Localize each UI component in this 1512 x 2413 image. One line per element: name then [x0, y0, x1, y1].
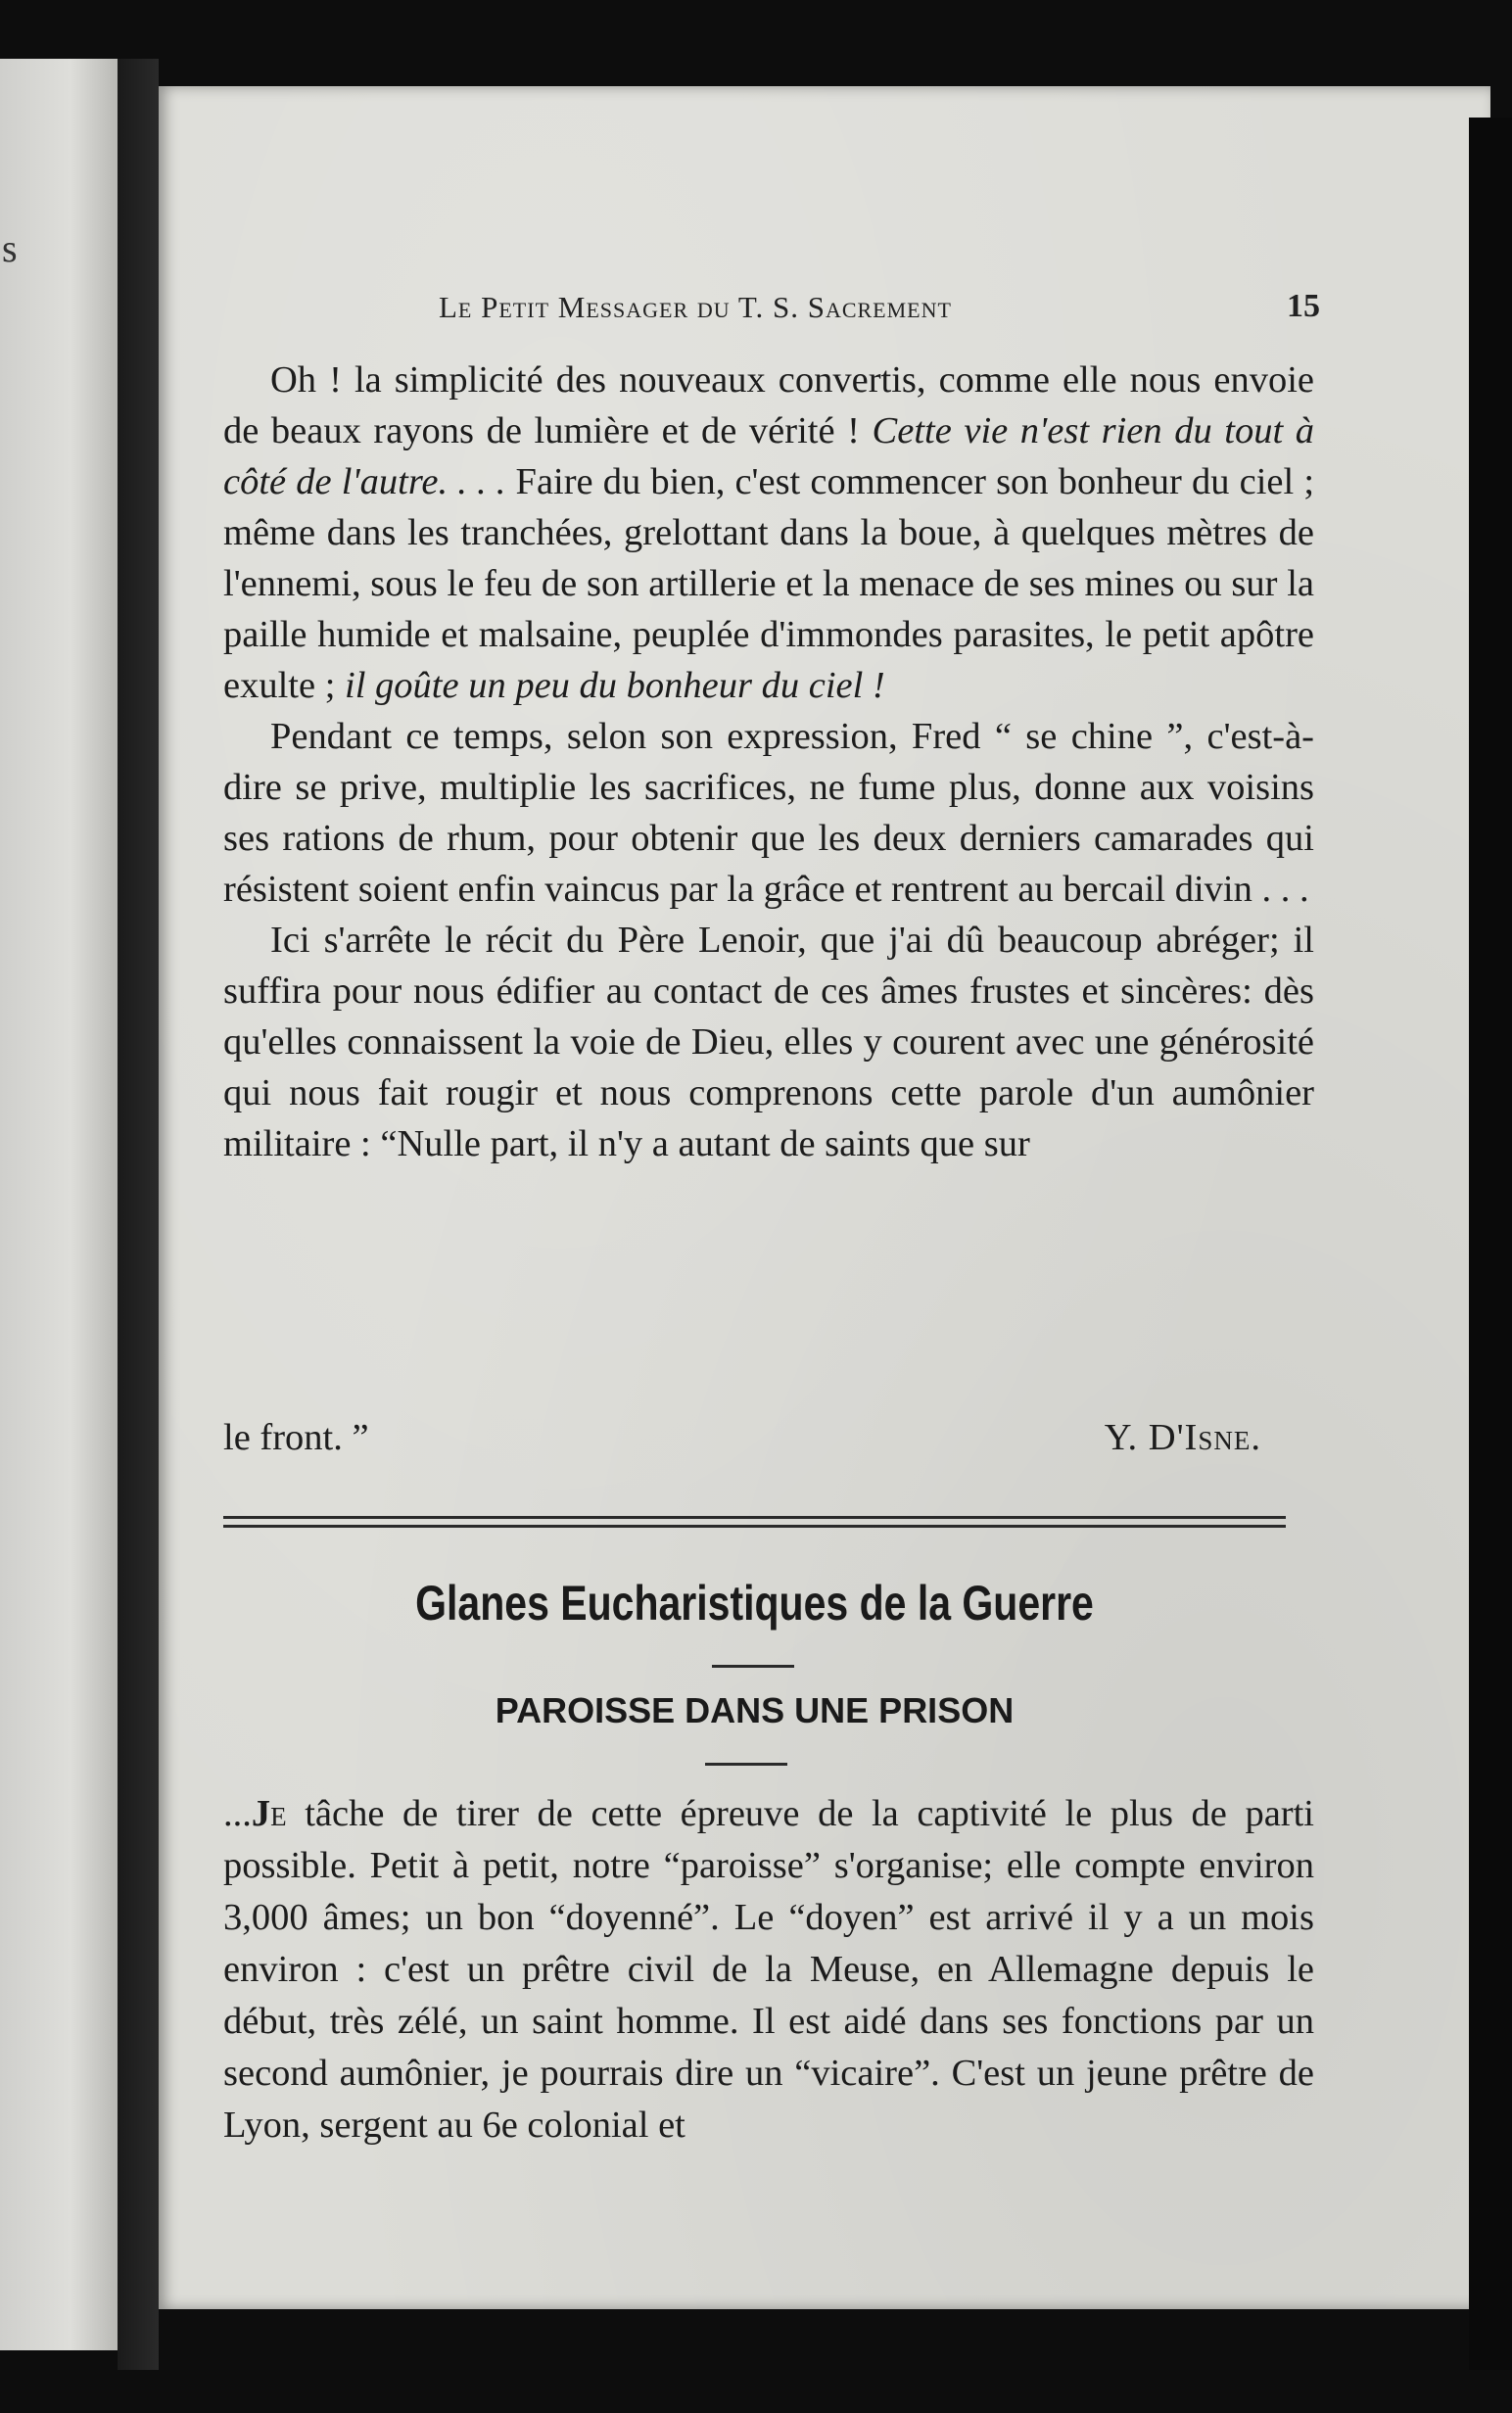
- closing-line: [223, 1412, 1261, 1463]
- small-cap-letter: e: [270, 1793, 287, 1834]
- section-divider: [223, 1516, 1286, 1528]
- article-two-paragraph: [223, 1788, 1314, 2152]
- page-number: 15: [1287, 288, 1320, 324]
- article-one-body: [223, 355, 1314, 1169]
- drop-cap: J: [251, 1793, 271, 1834]
- facing-page-letter: s: [2, 226, 18, 270]
- closing-text: le front. ”: [223, 1417, 369, 1458]
- running-head: Le Petit Messager du T. S. Sacrement: [439, 290, 952, 324]
- paragraph-2: Pendant ce temps, selon son expression, Fred “ se chine ”, c'est-à-dire se prive, multiplie les sacrifices, ne fume plus, donne aux voisins ses rations de rhum, pour obtenir que les deux derniers camarades qui résistent soient enfin vaincus par la grâce et rentrent au bercail divin . . .: [223, 716, 1314, 910]
- paragraph-1: [223, 355, 1314, 711]
- page-shadow-edge: [1469, 118, 1512, 2370]
- paragraph-3: Ici s'arrête le récit du Père Lenoir, que j'ai dû beaucoup abréger; il suffira pour nous édifier au contact de ces âmes frustes et sincères: dès qu'elles connaissent la voie de Dieu, elles y courent avec une générosité qui nous fait rougir et nous comprenons cette parole d'un aumônier militaire : “Nulle part, il n'y a autant de saints que sur: [223, 920, 1314, 1164]
- article-two-body: [223, 1788, 1314, 2152]
- paragraph-1-text-a: Oh ! la simplicité des nouveaux convertis, comme elle nous envoie de beaux rayons de lumière et de vérité !: [223, 359, 1314, 451]
- article-subtitle: PAROISSE DANS UNE PRISON: [495, 1690, 1015, 1730]
- title-rule-bottom: [705, 1763, 787, 1766]
- author-signature: Y. D'Isne.: [1104, 1417, 1261, 1458]
- paragraph-1-italic-a: Cette vie n'est rien du tout à côté de l'autre. . . .: [223, 410, 1314, 502]
- article-two-text: tâche de tirer de cette épreuve de la captivité le plus de parti possible. Petit à petit, notre “paroisse” s'organise; elle compte environ 3,000 âmes; un bon “doyenné”. Le “doyen” est arrivé il y a un mois environ : c'est un prêtre civil de la Meuse, en Allemagne depuis le début, très zélé, un saint homme. Il est aidé dans ses fonctions par un second aumônier, je pourrais dire un “vicaire”. C'est un jeune prêtre de Lyon, sergent au 6e colonial et: [223, 1793, 1314, 2146]
- section-title: Glanes Eucharistiques de la Guerre: [415, 1576, 1094, 1631]
- title-rule-top: [712, 1665, 794, 1668]
- lead-ellipsis: ...: [223, 1793, 252, 1834]
- book-gutter: [118, 59, 159, 2370]
- paragraph-1-text-b: Faire du bien, c'est commencer son bonheur du ciel ; même dans les tranchées, grelottant dans la boue, à quelques mètres de l'ennemi, sous le feu de son artillerie et la menace de ses mines ou sur la paille humide et malsaine, peuplée d'immondes parasites, le petit apôtre exulte ;: [223, 461, 1315, 706]
- facing-page-edge: [0, 59, 118, 2350]
- paragraph-1-italic-b: il goûte un peu du bonheur du ciel !: [345, 665, 885, 706]
